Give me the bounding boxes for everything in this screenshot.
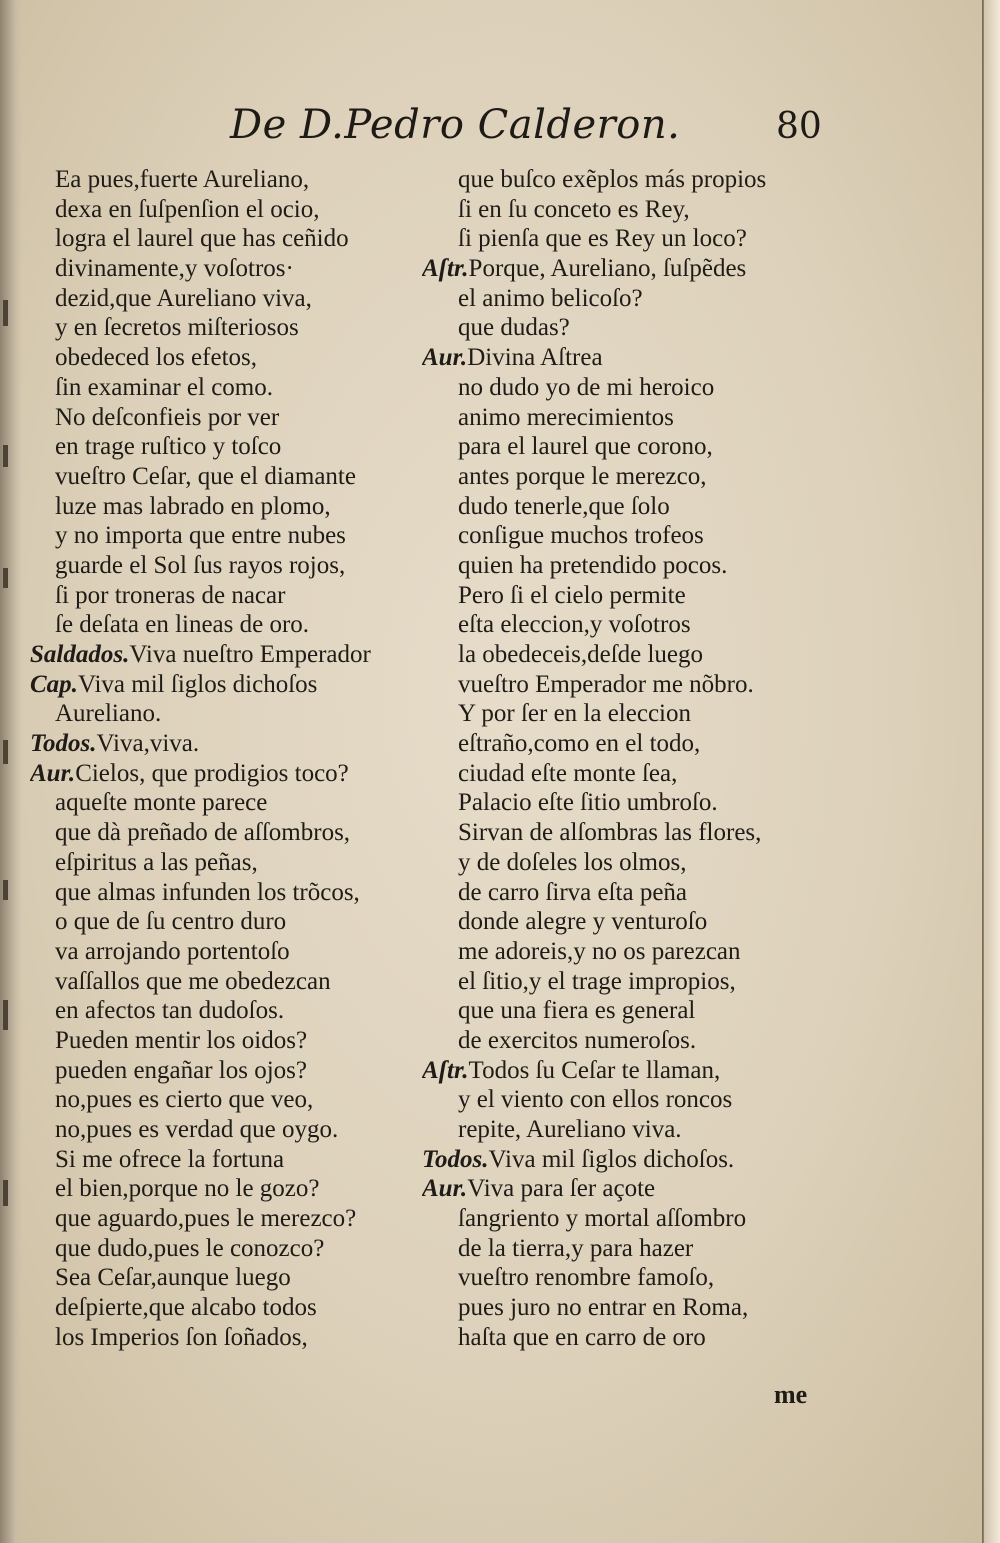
verse-line <box>422 1263 842 1293</box>
verse-line <box>30 165 430 195</box>
verse-line <box>30 907 430 937</box>
verse-line <box>30 403 430 433</box>
verse-line <box>30 373 430 403</box>
verse-text: en afectos tan dudoſos. <box>55 997 285 1025</box>
verse-line <box>30 343 430 373</box>
verse-text: ſi pienſa que es Rey un loco? <box>458 225 747 253</box>
verse-line <box>422 788 842 818</box>
verse-line <box>30 224 430 254</box>
verse-line <box>422 224 842 254</box>
verse-text: Sirvan de alſombras las flores, <box>458 819 762 847</box>
verse-text: vueſtro renombre famoſo, <box>458 1264 715 1292</box>
verse-line <box>422 610 842 640</box>
verse-text: de exercitos numeroſos. <box>458 1026 697 1054</box>
verse-text: ſe deſata en lineas de oro. <box>55 611 310 639</box>
verse-text: va arrojando portentoſo <box>55 937 290 965</box>
verse-text: eſtraño,como en el todo, <box>458 730 701 758</box>
verse-text: que dudas? <box>458 314 570 342</box>
verse-text: no,pues es verdad que oygo. <box>55 1116 339 1143</box>
verse-text: los Imperios ſon ſoñados, <box>55 1323 308 1351</box>
verse-text: guarde el Sol ſus rayos rojos, <box>55 551 346 579</box>
verse-text: el animo belicoſo? <box>458 284 643 312</box>
verse-line <box>30 818 430 848</box>
verse-text: ciudad eſte monte ſea, <box>458 759 678 787</box>
verse-line <box>30 521 430 551</box>
verse-line <box>30 195 430 225</box>
verse-text: que almas infunden los trõcos, <box>55 878 360 906</box>
verse-text: o que de ſu centro duro <box>55 908 287 936</box>
verse-text: Sea Ceſar,aunque luego <box>55 1264 291 1292</box>
verse-line <box>422 551 842 581</box>
running-title: De D.Pedro Calderon. <box>230 102 681 148</box>
verse-line <box>422 1085 842 1115</box>
verse-text: No deſconfieis por ver <box>55 403 280 431</box>
verse-text: obedeced los efetos, <box>55 344 258 372</box>
verse-text: Pueden mentir los oidos? <box>55 1026 308 1054</box>
verse-text: conſigue muchos trofeos <box>458 522 704 550</box>
verse-line <box>422 937 842 967</box>
verse-line <box>422 165 842 195</box>
verse-text: que dudo,pues le conozco? <box>55 1234 325 1262</box>
verse-line <box>30 1323 430 1353</box>
verse-text: eſta eleccion,y voſotros <box>458 611 691 639</box>
verse-line <box>30 492 430 522</box>
verse-text: Viva,viva. <box>96 730 200 758</box>
verse-text: Divina Aſtrea <box>467 344 603 372</box>
verse-line <box>422 818 842 848</box>
verse-text: la obedeceis,deſde luego <box>458 641 704 668</box>
verse-line <box>30 759 430 789</box>
verse-text: no dudo yo de mi heroico <box>458 373 715 401</box>
verse-line <box>422 195 842 225</box>
verse-line <box>422 670 842 700</box>
verse-line <box>422 848 842 878</box>
left-text-column <box>30 165 430 1353</box>
verse-text: deſpierte,que alcabo todos <box>55 1294 317 1322</box>
verse-text: ſi en ſu conceto es Rey, <box>458 195 690 223</box>
verse-text: que una fiera es general <box>458 997 696 1025</box>
verse-line <box>30 640 430 670</box>
right-text-column <box>422 165 842 1353</box>
verse-text: Cielos, que prodigios toco? <box>75 759 349 787</box>
verse-text: y de doſeles los olmos, <box>458 848 687 876</box>
verse-text: de la tierra,y para hazer <box>458 1234 694 1262</box>
verse-text: divinamente,y voſotros· <box>55 255 294 283</box>
verse-text: repite, Aureliano viva. <box>458 1116 682 1143</box>
verse-text: que buſco exẽplos más propios <box>458 166 767 193</box>
verse-text: para el laurel que corono, <box>458 433 713 461</box>
verse-line <box>30 878 430 908</box>
verse-line <box>30 788 430 818</box>
speaker-label: Aſtr. <box>422 1056 469 1084</box>
verse-text: ſi por troneras de nacar <box>55 581 286 609</box>
verse-line <box>422 343 842 373</box>
verse-line <box>422 967 842 997</box>
verse-line <box>422 1293 842 1323</box>
verse-line <box>30 937 430 967</box>
verse-text: de carro ſirva eſta peña <box>458 878 688 906</box>
verse-line <box>422 878 842 908</box>
verse-text: vueſtro Ceſar, que el diamante <box>55 462 356 490</box>
verse-line <box>422 759 842 789</box>
verse-line <box>422 254 842 284</box>
verse-line <box>422 1026 842 1056</box>
page-number: 80 <box>776 106 822 147</box>
verse-line <box>422 1204 842 1234</box>
verse-line <box>30 551 430 581</box>
running-header <box>0 102 1000 162</box>
verse-text: vaſſallos que me obedezcan <box>55 967 331 995</box>
speaker-label: Cap. <box>30 670 78 698</box>
verse-line <box>30 1174 430 1204</box>
verse-line <box>30 996 430 1026</box>
verse-line <box>422 313 842 343</box>
verse-line <box>422 492 842 522</box>
verse-text: el bien,porque no le gozo? <box>55 1175 320 1203</box>
verse-line <box>30 462 430 492</box>
speaker-label: Aſtr. <box>422 255 469 283</box>
verse-text: Palacio eſte ſitio umbroſo. <box>458 789 718 817</box>
verse-text: vueſtro Emperador me nõbro. <box>458 670 754 698</box>
verse-text: Viva para ſer açote <box>467 1175 656 1203</box>
page-edge <box>982 0 1000 1543</box>
verse-line <box>422 521 842 551</box>
verse-text: y en ſecretos miſteriosos <box>55 314 299 342</box>
verse-text: Viva mil ſiglos dichoſos. <box>488 1145 735 1173</box>
verse-text: aqueſte monte parece <box>55 789 268 817</box>
verse-line <box>30 284 430 314</box>
verse-line <box>30 1026 430 1056</box>
verse-line <box>30 729 430 759</box>
speaker-label: Aur. <box>422 344 468 372</box>
verse-text: en trage ruſtico y toſco <box>55 433 282 461</box>
verse-line <box>422 907 842 937</box>
verse-line <box>422 1145 842 1175</box>
verse-text: antes porque le merezco, <box>458 462 707 490</box>
verse-line <box>30 1115 430 1145</box>
verse-text: Todos ſu Ceſar te llaman, <box>468 1056 721 1084</box>
verse-line <box>30 699 430 729</box>
verse-text: haſta que en carro de oro <box>458 1323 706 1351</box>
verse-line <box>30 1234 430 1264</box>
verse-text: luze mas labrado en plomo, <box>55 492 331 520</box>
verse-line <box>422 581 842 611</box>
verse-text: Viva mil ſiglos dichoſos <box>77 670 318 698</box>
verse-line <box>422 1056 842 1086</box>
verse-text: ſangriento y mortal aſſombro <box>458 1205 747 1233</box>
verse-text: y el viento con ellos roncos <box>458 1086 733 1114</box>
verse-line <box>422 462 842 492</box>
verse-line <box>422 1115 842 1145</box>
verse-line <box>30 1263 430 1293</box>
verse-text: no,pues es cierto que veo, <box>55 1086 314 1114</box>
verse-line <box>30 848 430 878</box>
verse-line <box>422 373 842 403</box>
verse-text: Viva nueſtro Emperador <box>129 641 371 668</box>
verse-text: donde alegre y venturoſo <box>458 908 708 936</box>
verse-line <box>30 967 430 997</box>
verse-line <box>30 1293 430 1323</box>
verse-line <box>30 1145 430 1175</box>
speaker-label: Todos. <box>422 1145 489 1173</box>
verse-line <box>30 432 430 462</box>
verse-text: Aureliano. <box>55 700 162 728</box>
verse-line <box>422 699 842 729</box>
verse-text: Ea pues,fuerte Aureliano, <box>55 166 310 193</box>
verse-text: ſin examinar el como. <box>55 373 273 401</box>
verse-text: el ſitio,y el trage impropios, <box>458 967 736 995</box>
speaker-label: Todos. <box>30 730 97 758</box>
verse-text: dexa en ſuſpenſion el ocio, <box>55 195 320 223</box>
verse-text: Porque, Aureliano, ſuſpẽdes <box>468 255 747 283</box>
catchword: me <box>774 1380 808 1409</box>
speaker-label: Aur. <box>30 759 76 787</box>
verse-line <box>30 610 430 640</box>
verse-text: pues juro no entrar en Roma, <box>458 1294 749 1322</box>
verse-text: quien ha pretendido pocos. <box>458 551 728 579</box>
verse-line <box>30 1056 430 1086</box>
verse-line <box>30 313 430 343</box>
verse-line <box>422 1323 842 1353</box>
verse-line <box>30 670 430 700</box>
gutter-shadow <box>0 0 22 1543</box>
verse-line <box>30 254 430 284</box>
verse-line <box>422 1234 842 1264</box>
verse-line <box>422 432 842 462</box>
verse-text: que aguardo,pues le merezco? <box>55 1205 357 1233</box>
verse-line <box>422 403 842 433</box>
verse-line <box>30 581 430 611</box>
speaker-label: Aur. <box>422 1175 468 1203</box>
verse-text: y no importa que entre nubes <box>55 522 346 550</box>
verse-text: Si me ofrece la fortuna <box>55 1145 285 1173</box>
speaker-label: Saldados. <box>30 641 130 668</box>
verse-text: pueden engañar los ojos? <box>55 1056 308 1084</box>
verse-line <box>30 1204 430 1234</box>
verse-line <box>422 996 842 1026</box>
verse-text: animo merecimientos <box>458 403 674 431</box>
verse-text: dezid,que Aureliano viva, <box>55 284 312 312</box>
verse-text: dudo tenerle,que ſolo <box>458 492 670 520</box>
verse-text: Pero ſi el cielo permite <box>458 581 686 609</box>
verse-line <box>30 1085 430 1115</box>
verse-text: me adoreis,y no os parezcan <box>458 937 741 965</box>
verse-line <box>422 1174 842 1204</box>
verse-line <box>422 640 842 670</box>
verse-line <box>422 284 842 314</box>
verse-text: eſpiritus a las peñas, <box>55 848 258 876</box>
verse-text: logra el laurel que has ceñido <box>55 225 349 253</box>
verse-text: Y por ſer en la eleccion <box>458 700 691 728</box>
verse-text: que dà preñado de aſſombros, <box>55 819 351 847</box>
verse-line <box>422 729 842 759</box>
